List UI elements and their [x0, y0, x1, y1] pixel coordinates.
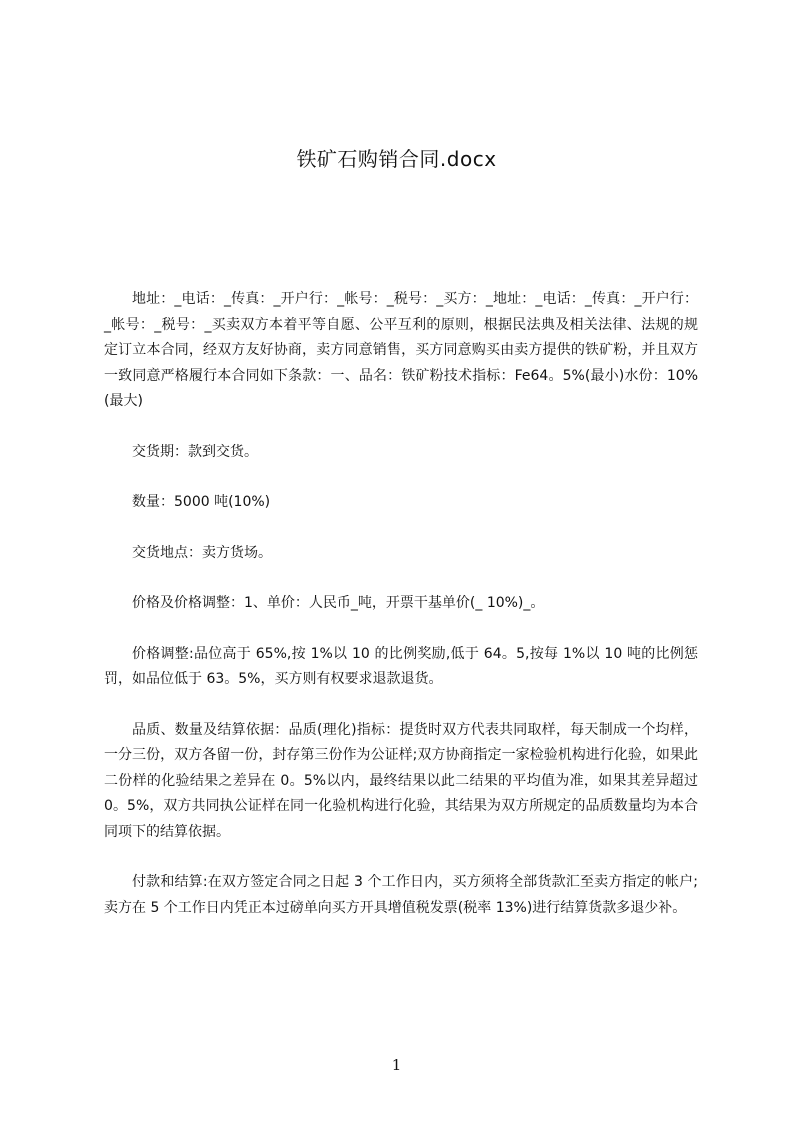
paragraph-quality-settlement: 品质、数量及结算依据：品质(理化)指标：提货时双方代表共同取样，每天制成一个均样，一分三份，双方各留一份，封存第三份作为公证样;双方协商指定一家检验机构进行化验，如果此二份样的化验结果之差异在 0。5%以内，最终结果以此二结果的平均值为准，如果其差异超过 0。5%，双方共同执公证样在同一化验机构进行化验，其结果为双方所规定的品质数量均为本合同项下的结算依据。	[104, 721, 698, 840]
document-title: 铁矿石购销合同.docx	[296, 147, 497, 171]
paragraph-delivery-location: 交货地点：卖方货场。	[132, 544, 272, 561]
document-body	[104, 287, 698, 921]
paragraph-delivery-period: 交货期：款到交货。	[132, 443, 258, 460]
paragraph-payment: 付款和结算:在双方签定合同之日起 3 个工作日内，买方须将全部货款汇至卖方指定的帐户;卖方在 5 个工作日内凭正本过磅单向买方开具增值税发票(税率 13%)进行结算货款多退少补。	[104, 874, 698, 916]
paragraph-price: 价格及价格调整：1、单价：人民币_吨，开票干基单价(_ 10%)_。	[132, 595, 545, 611]
paragraph-quantity: 数量：5000 吨(10%)	[132, 494, 271, 510]
page-number: 1	[391, 1056, 402, 1074]
paragraph-parties-and-product: 地址：_电话：_传真：_开户行：_帐号：_税号：_买方：_地址：_电话：_传真：_开户行：_帐号：_税号：_买卖双方本着平等自愿、公平互利的原则，根据民法典及相关法律、法规的规定订立本合同，经双方友好协商，卖方同意销售，买方同意购买由卖方提供的铁矿粉，并且双方一致同意严格履行本合同如下条款：一、品名：铁矿粉技术指标：Fe64。5%(最小)水份：10%(最大)	[104, 291, 698, 409]
paragraph-price-adjustment: 价格调整:品位高于 65%,按 1%以 10 的比例奖励,低于 64。5,按每 1%以 10 吨的比例惩罚，如品位低于 63。5%，买方则有权要求退款退货。	[104, 645, 698, 687]
